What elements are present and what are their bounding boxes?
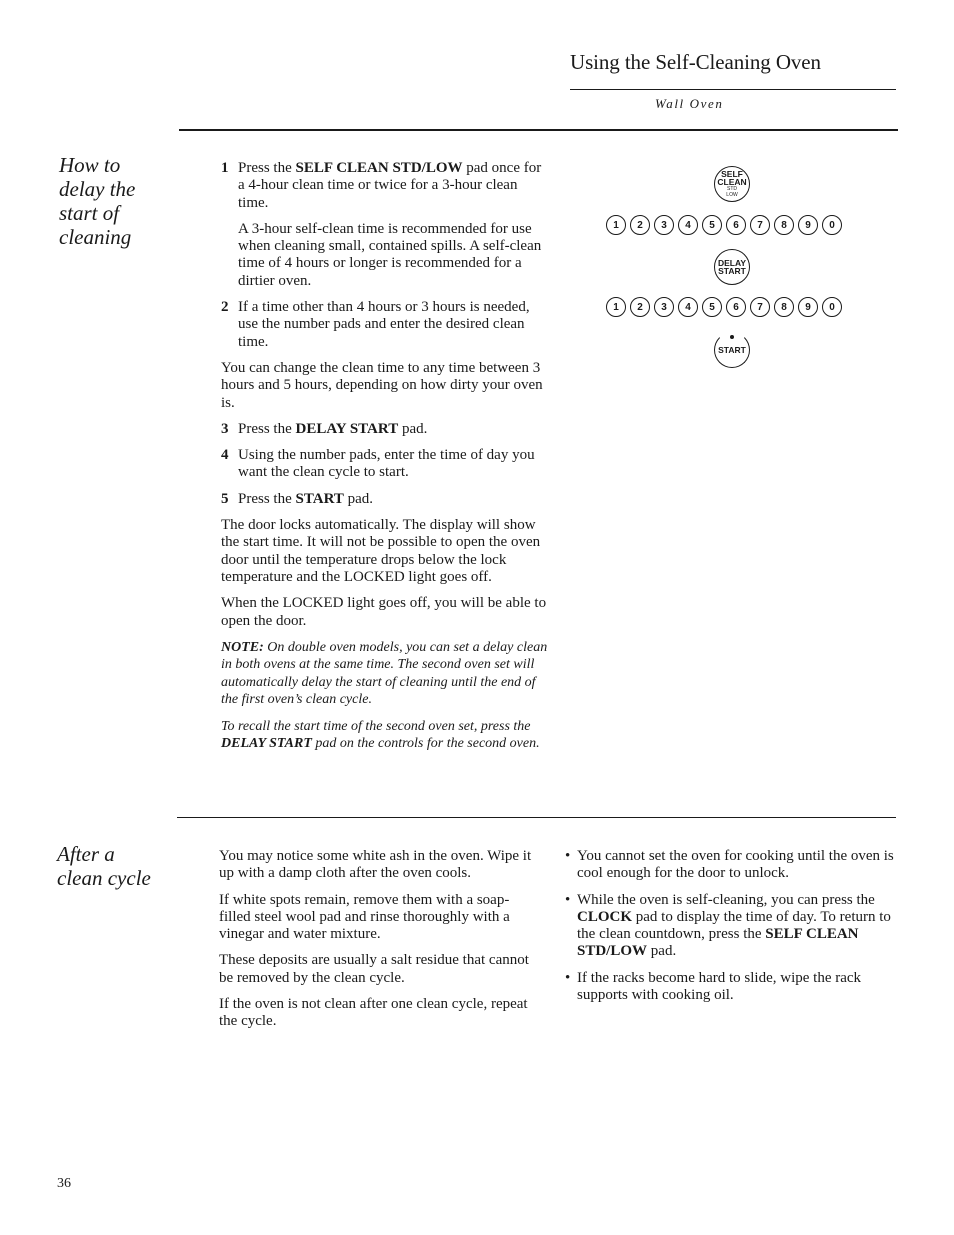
- step-2: 2 If a time other than 4 hours or 3 hours is needed, use the number pads and enter the desired clean time.: [221, 299, 530, 350]
- note-recall: To recall the start time of the second oven set, press the DELAY START pad on the controls for the second oven.: [221, 718, 540, 752]
- number-pad-icon: 1: [606, 215, 626, 235]
- number-pad-icon: 1: [606, 297, 626, 317]
- page-subtitle: Wall Oven: [655, 96, 724, 111]
- locked-light-paragraph: When the LOCKED light goes off, you will be able to open the door.: [221, 595, 547, 629]
- header-rule: [570, 89, 896, 90]
- section-divider-top: [179, 129, 898, 131]
- list-item: • While the oven is self-cleaning, you can press the CLOCK pad to display the time of day. To return to the clean countdown, press the SELF CLEAN STD/LOW pad.: [565, 891, 891, 960]
- step-1: 1 Press the SELF CLEAN STD/LOW pad once for a 4-hour clean time or twice for a 3-hour clean time. A 3-hour self-clean time is recommended for use when cleaning small, contained spills. A self-clean time of 4 hours or longer is recommended for a dirtier oven.: [221, 160, 551, 290]
- page-title: Using the Self-Cleaning Oven: [570, 50, 821, 74]
- number-pad-icon: 8: [774, 297, 794, 317]
- number-pad-icon: 9: [798, 297, 818, 317]
- number-pad-icon: 7: [750, 215, 770, 235]
- number-pad-icon: 5: [702, 297, 722, 317]
- clean-time-paragraph: You can change the clean time to any time between 3 hours and 5 hours, depending on how dirty your oven is.: [221, 359, 543, 411]
- section-heading-after-clean: After a clean cycle: [57, 842, 151, 890]
- page-number: 36: [57, 1176, 71, 1191]
- white-spots-paragraph: If white spots remain, remove them with a soap-filled steel wool pad and rinse thoroughly with a vinegar and water mixture.: [219, 891, 510, 943]
- number-pad-icon: 4: [678, 215, 698, 235]
- number-pad-icon: 8: [774, 215, 794, 235]
- step-1-detail: A 3-hour self-clean time is recommended for use when cleaning small, contained spills. A self-clean time of 4 hours or longer is recommended for a dirtier oven.: [238, 220, 542, 289]
- step-5: 5 Press the START pad.: [221, 490, 374, 507]
- after-clean-left-column: [219, 848, 537, 1040]
- step-4: 4 Using the number pads, enter the time of day you want the clean cycle to start.: [221, 447, 535, 481]
- start-pad-indicator-icon: [730, 335, 734, 339]
- number-pad-icon: 2: [630, 215, 650, 235]
- number-pad-icon: 0: [822, 215, 842, 235]
- number-pad-row-1: [606, 215, 842, 235]
- list-item: • If the racks become hard to slide, wipe the rack supports with cooking oil.: [565, 969, 862, 1004]
- delay-start-pad-icon: DELAY START: [714, 249, 750, 285]
- number-pad-icon: 5: [702, 215, 722, 235]
- after-clean-right-column: [565, 848, 895, 1013]
- door-lock-paragraph: The door locks automatically. The display will show the start time. It will not be possible to open the oven door until the temperature drops below the lock temperature and the LOCKED light goes off.: [221, 517, 541, 585]
- number-pad-icon: 9: [798, 215, 818, 235]
- number-pad-row-2: [606, 297, 842, 317]
- number-pad-icon: 3: [654, 297, 674, 317]
- white-ash-paragraph: You may notice some white ash in the oven. Wipe it up with a damp cloth after the oven cools.: [219, 848, 532, 882]
- salt-residue-paragraph: These deposits are usually a salt residue that cannot be removed by the clean cycle.: [219, 952, 529, 986]
- list-item: • You cannot set the oven for cooking until the oven is cool enough for the door to unlock.: [565, 848, 894, 882]
- bullet-icon: •: [565, 969, 571, 986]
- bullet-icon: •: [565, 848, 571, 864]
- repeat-cycle-paragraph: If the oven is not clean after one clean cycle, repeat the cycle.: [219, 996, 528, 1030]
- number-pad-icon: 7: [750, 297, 770, 317]
- number-pad-icon: 0: [822, 297, 842, 317]
- bullet-icon: •: [565, 891, 571, 908]
- section-divider-middle: [177, 817, 896, 818]
- step-3: 3 Press the DELAY START pad.: [221, 420, 428, 437]
- number-pad-icon: 6: [726, 215, 746, 235]
- start-pad-icon: START: [714, 332, 750, 368]
- number-pad-icon: 3: [654, 215, 674, 235]
- number-pad-icon: 4: [678, 297, 698, 317]
- note-double-oven: NOTE: On double oven models, you can set a delay clean in both ovens at the same time. The second oven set will automatically delay the start of cleaning until the end of the first oven’s clean cycle.: [221, 639, 548, 708]
- section-heading-delay-start: How to delay the start of cleaning: [59, 153, 136, 249]
- self-clean-pad-icon: SELF CLEAN STD LOW: [714, 166, 750, 202]
- number-pad-icon: 6: [726, 297, 746, 317]
- delay-start-instructions: [221, 160, 551, 762]
- number-pad-icon: 2: [630, 297, 650, 317]
